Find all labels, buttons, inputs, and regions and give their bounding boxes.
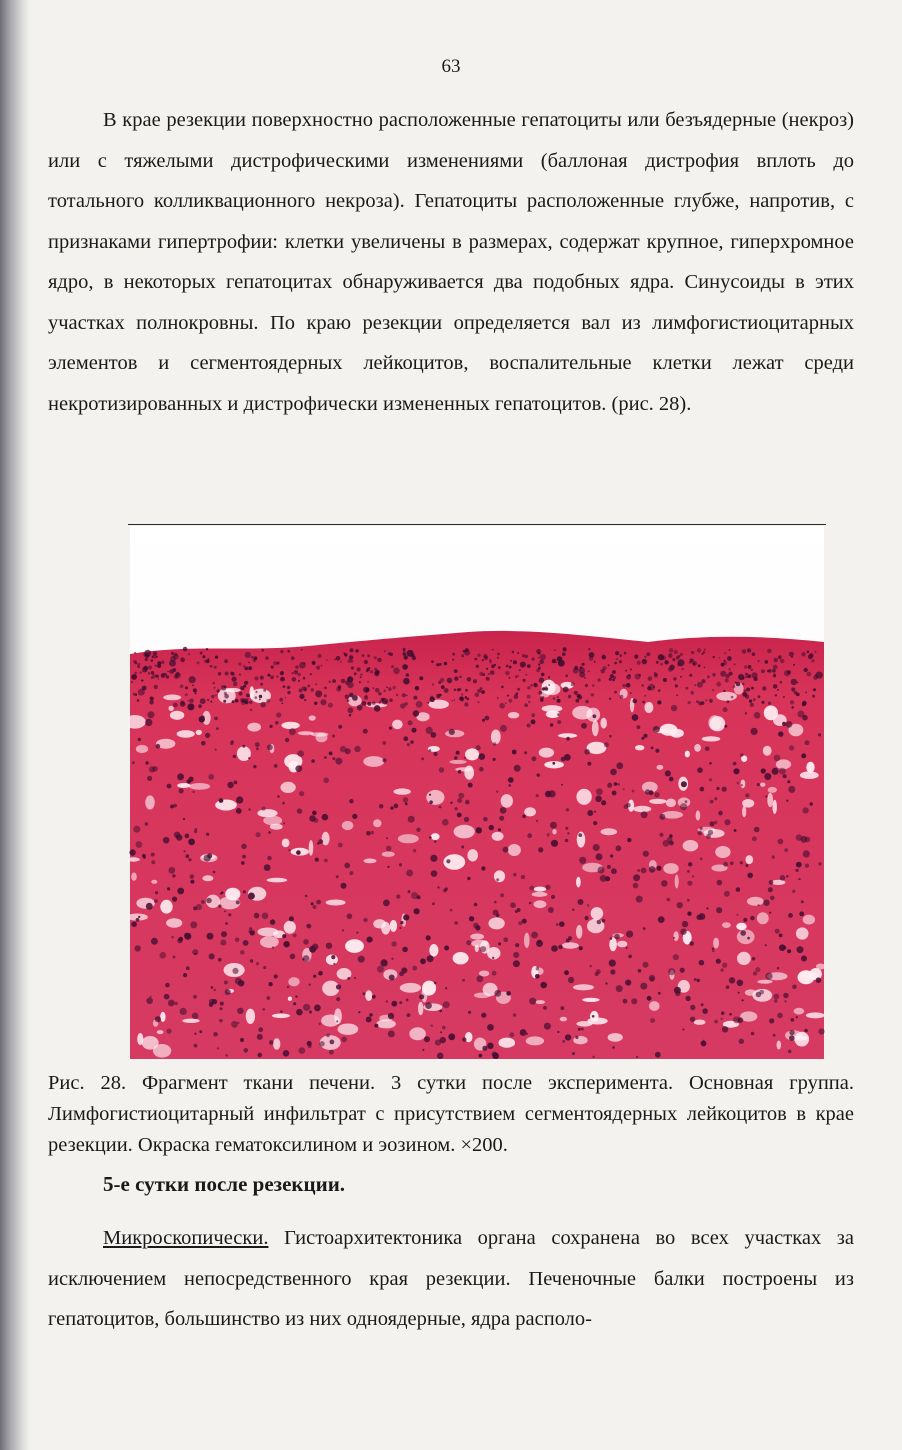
figure-28 (128, 524, 826, 1059)
body-text (48, 100, 854, 424)
section-body: Гистоархитектоника органа сохранена во всех участках за исключением непосредственного края резекции. Печеночные балки построены из гепатоцитов, большинство из них одноядерные, ядра располо- (48, 1227, 854, 1330)
figure-caption: Рис. 28. Фрагмент ткани печени. 3 сутки после эксперимента. Основная группа. Лимфогистиоцитарный инфильтрат с присутствием сегментоядерных лейкоцитов в крае резекции. Окраска гематоксилином и эозином. ×200. (48, 1072, 854, 1156)
book-spine-shadow (0, 0, 30, 1450)
section-heading: 5-е сутки после резекции. (103, 1172, 346, 1196)
page-number: 63 (441, 56, 461, 77)
liver-tissue-micrograph (128, 524, 826, 1059)
paragraph: В крае резекции поверхностно расположенные гепатоциты или безъядерные (некроз) или с тяжелыми дистрофическими изменениями (баллоная дистрофия вплоть до тотального колликвационного некроза). Гепатоциты расположенные глубже, напротив, с признаками гипертрофии: клетки увеличены в размерах, содержат крупное, гиперхромное ядро, в некоторых гепатоцитах обнаруживается два подобных ядра. Синусоиды в этих участках полнокровны. По краю резекции определяется вал из лимфогистиоцитарных элементов и сегментоядерных лейкоцитов, воспалительные клетки лежат среди некротизированных и дистрофически измененных гепатоцитов. (рис. 28). (48, 109, 854, 415)
section-label: Микроскопически. (103, 1227, 269, 1249)
section-paragraph (48, 1218, 854, 1340)
